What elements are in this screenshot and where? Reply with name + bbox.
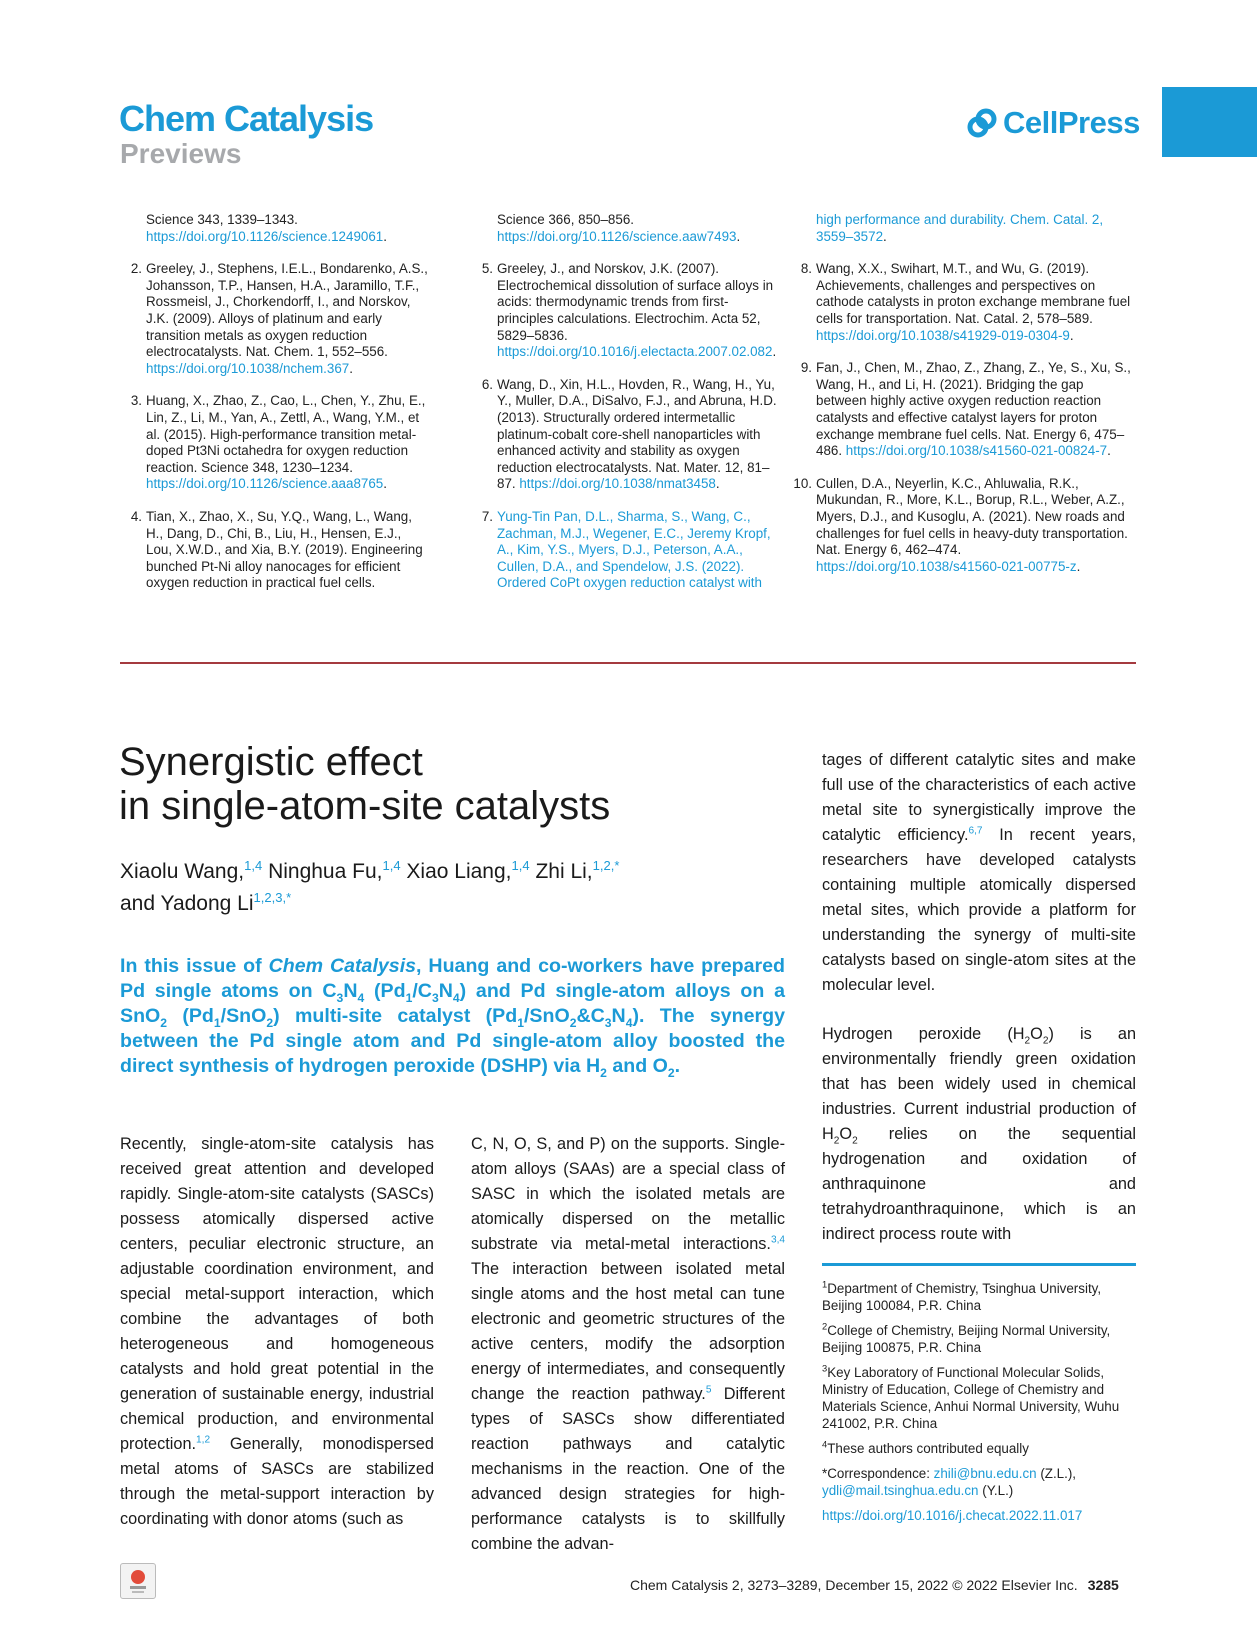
publisher-name: CellPress [1003,105,1140,140]
section-label: Previews [120,138,242,169]
reference-number: 8. [800,261,812,277]
reference-text: Science 343, 1339–1343. [146,212,298,227]
reference-end: . [1076,558,1081,574]
body-column-3: tages of different catalytic sites and make full use of the characteristics of each active metal site to synergistically improve the catalytic efficiency.$^{6,7}$ In recent years, researchers have developed catalysts containing multiple atomically dispersed metal sites, which provide a platform for understanding the synergy of multi-site catalysts based on single-atom sites at the molecular level. Hydrogen peroxide $(H_2O_2)$ is an environmentally friendly green oxidation that has been widely used in chemical industries. Current industrial production of $H_2O_2$ relies on the sequential hydrogenation and oxidation of anthraquinone and tetrahydroanthraquinone, which is an indirect process route with [822,751,1137,1243]
reference-link[interactable]: Yung-Tin Pan, D.L., Sharma, S., Wang, C., Zachman, M.J., Wegener, E.C., Jeremy Kropf, A., Kim, Y.S., Myers, D.J., Peterson, A.A., Cullen, D.A., and Spendelow, J.S. (2022). Ordered CoPt oxygen reduction catalyst with [497,508,771,591]
publisher-logo[interactable] [965,103,1140,143]
email-link-2[interactable]: ydli@mail.tsinghua.edu.cn [822,1483,979,1498]
reference-item [471,261,781,361]
reference-text: Huang, X., Zhao, Z., Cao, L., Chen, Y., Zhu, E., Lin, Z., Li, M., Yan, A., Zettl, A., Wang, Y.M., et al. (2015). High-performance transition metal-doped Pt3Ni octahedra for oxygen reduction reaction. Science 348, 1230–1234. [146,393,426,475]
reference-item [471,377,781,493]
cellpress-logo-icon [965,106,999,140]
reference-link[interactable]: https://doi.org/10.1038/nchem.367 [146,360,350,376]
reference-end: . [349,360,353,376]
reference-number: 6. [481,376,493,392]
author-list [120,856,619,920]
abstract: In this issue of Chem Catalysis, Huang and co-workers have prepared Pd single atoms on $C_3N_4$ $(Pd_1/C_3N_4)$ and Pd single-atom alloys on a SnO$_2$ $(Pd_1/SnO_2)$ multi-site catalyst $(Pd_1/SnO_2\&C_3N_4)$. The synergy between the Pd single atom and Pd single-atom alloy boosted the direct synthesis of hydrogen peroxide (DSHP) via $H_2$ and $O_2$. [120,955,786,1080]
reference-link[interactable]: https://doi.org/10.1126/science.1249061 [146,228,384,244]
author-affiliation[interactable]: 1,4 [382,858,401,873]
reference-number: 2. [130,261,142,277]
reference-item [790,212,1136,245]
page-number: 3285 [1087,1577,1119,1593]
references-col-2 [471,212,781,608]
reference-number: 7. [481,508,493,524]
reference-end: . [772,344,777,360]
affiliation-4: $^4$These authors contributed equally [822,1439,1029,1456]
reference-item [471,212,781,245]
reference-text: Fan, J., Chen, M., Zhao, Z., Zhang, Z., Ye, S., Xu, S., Wang, H., and Li, H. (2021). Bridging the gap between highly active oxygen reduction reaction catalysts and effective catalyst layers for proton exchange membrane fuel cells. Nat. Energy 6, 475–486. [816,360,1131,459]
affiliation-rule [822,1263,1136,1266]
reference-end: . [1069,327,1074,343]
reference-text: Science 366, 850–856. [497,212,634,227]
reference-end: . [383,476,387,492]
reference-link[interactable]: https://doi.org/10.1016/j.electacta.2007.02.082 [497,344,773,360]
affiliation-1: $^1$Department of Chemistry, Tsinghua University, Beijing 100084, P.R. China [822,1279,1102,1313]
reference-item [120,393,430,493]
footer-citation: Chem Catalysis 2, 3273–3289, December 15, 2022 © 2022 Elsevier Inc. [630,1577,1078,1593]
reference-number: 9. [800,360,812,376]
reference-link[interactable]: https://doi.org/10.1038/s41560-021-00775-z [816,558,1077,574]
article-title [119,740,610,828]
correspondence: *Correspondence: zhili@bnu.edu.cn (Z.L.), ydli@mail.tsinghua.edu.cn (Y.L.) [822,1466,1077,1498]
reference-link[interactable]: https://doi.org/10.1038/nmat3458 [519,476,716,492]
reference-item [120,212,430,245]
references-col-1 [120,212,430,608]
journal-title: Chem Catalysis [119,98,374,139]
reference-number: 3. [130,393,142,409]
header-accent-tab [1162,87,1257,157]
references-col-3 [790,212,1136,591]
reference-item [790,476,1136,576]
reference-text: Tian, X., Zhao, X., Su, Y.Q., Wang, L., Wang, H., Dang, D., Chi, B., Liu, H., Hensen, E.J., Lou, X.W.D., and Xia, B.Y. (2019). Engineering bunched Pt-Ni alloy nanocages for efficient oxygen reduction in practical fuel cells. [146,508,423,591]
section-divider [120,662,1136,664]
reference-text: Cullen, D.A., Neyerlin, K.C., Ahluwalia, R.K., Mukundan, R., More, K.L., Borup, R.L., Weber, A.Z., Myers, D.J., and Kusoglu, A. (2021). New roads and challenges for fuel cells in heavy-duty transportation. Nat. Energy 6, 462–474. [816,475,1128,558]
reference-link[interactable]: https://doi.org/10.1038/s41560-021-00824-7 [845,443,1108,459]
reference-end: . [1107,443,1111,459]
affiliation-3: $^3$Key Laboratory of Functional Molecular Solids, Ministry of Education, College of Chemistry and Materials Science, Anhui Normal University, Wuhu 241002, P.R. China [822,1363,1120,1431]
reference-text: Greeley, J., Stephens, I.E.L., Bondarenko, A.S., Johansson, T.P., Hansen, H.A., Jaramillo, T.F., Rossmeisl, J., Chorkendorff, I., and Norskov, J.K. (2009). Alloys of platinum and early transition metals as oxygen reduction electrocatalysts. Nat. Chem. 1, 552–556. [146,261,428,360]
reference-item [790,360,1136,460]
page-footer [630,1577,1119,1593]
reference-link[interactable]: https://doi.org/10.1126/science.aaw7493 [497,228,737,244]
reference-number: 4. [130,508,142,524]
doi-link[interactable]: https://doi.org/10.1016/j.checat.2022.11.017 [822,1508,1083,1523]
author-name: Xiao Liang, [406,860,512,883]
author-name: Ninghua Fu, [268,860,383,883]
reference-link[interactable]: https://doi.org/10.1126/science.aaa8765 [146,476,384,492]
reference-link[interactable]: high performance and durability. Chem. Catal. 2, 3559–3572 [816,212,1104,244]
article-title-line-1: Synergistic effect [119,740,423,784]
reference-text: Greeley, J., and Norskov, J.K. (2007). Electrochemical dissolution of surface alloys in acids: thermodynamic trends from first-principles calculations. Electrochim. Acta 52, 5829–5836. [497,261,774,343]
reference-number: 5. [481,261,493,277]
reference-item [120,509,430,592]
author-name: Xiaolu Wang, [120,860,245,883]
reference-end: . [883,228,887,244]
reference-text: Wang, X.X., Swihart, M.T., and Wu, G. (2019). Achievements, challenges and perspectives on cathode catalysts in proton exchange membrane fuel cells for transportation. Nat. Catal. 2, 578–589. [816,261,1131,326]
reference-item [471,509,781,592]
article-title-line-2: in single-atom-site catalysts [119,784,611,828]
author-affiliation[interactable]: 1,4 [511,858,530,873]
affiliation-2: $^2$College of Chemistry, Beijing Normal University, Beijing 100875, P.R. China [822,1321,1111,1355]
author-affiliation[interactable]: 1,4 [244,858,263,873]
reference-text: Wang, D., Xin, H.L., Hovden, R., Wang, H., Yu, Y., Muller, D.A., DiSalvo, F.J., and Abruna, H.D. (2013). Structurally ordered intermetallic platinum-cobalt core-shell nanoparticles with enhanced activity and stability as oxygen reduction electrocatalysts. Nat. Mater. 12, 81–87. [497,376,777,492]
reference-end: . [715,476,720,492]
affiliations [822,1280,1136,1532]
email-link-1[interactable]: zhili@bnu.edu.cn [933,1466,1037,1481]
body-column-1: Recently, single-atom-site catalysis has received great attention and developed rapidly. Single-atom-site catalysts (SASCs) possess atomically dispersed active centers, peculiar electronic structure, an adjustable coordination environment, and special metal-support interaction, which combine the advantages of both heterogeneous and homogeneous catalysts and hold great potential in the generation of sustainable energy, industrial chemical production, and environmental protection.$^{1,2}$ Generally, monodispersed metal atoms of SASCs are stabilized through the metal-support interaction by coordinating with donor atoms (such as [120,1135,434,1528]
check-for-updates-icon[interactable] [120,1563,156,1599]
body-column-2: C, N, O, S, and P) on the supports. Single-atom alloys (SAAs) are a special class of SASC in which the isolated metals are atomically dispersed on the metallic substrate via metal-metal interactions.$^{3,4}$ The interaction between isolated metal single atoms and the host metal can tune electronic and geometric structures of the active centers, modify the adsorption energy of intermediates, and consequently change the reaction pathway.$^5$ Different types of SASCs show differentiated reaction pathways and catalytic mechanisms in the reaction. One of the advanced design strategies for high-performance catalysts is to skillfully combine the advan- [471,1135,786,1553]
reference-end: . [736,228,741,244]
author-name: Zhi Li, [535,860,593,883]
reference-item [120,261,430,377]
reference-end: . [383,228,387,244]
crossmark-icon [121,1564,155,1598]
reference-link[interactable]: https://doi.org/10.1038/s41929-019-0304-9 [816,327,1070,343]
author-affiliation[interactable]: 1,2,3,* [253,890,292,905]
reference-item [790,261,1136,344]
author-name: and Yadong Li [120,892,254,915]
author-affiliation[interactable]: 1,2,* [592,858,620,873]
doi [822,1507,1136,1524]
reference-number: 10. [793,475,812,491]
